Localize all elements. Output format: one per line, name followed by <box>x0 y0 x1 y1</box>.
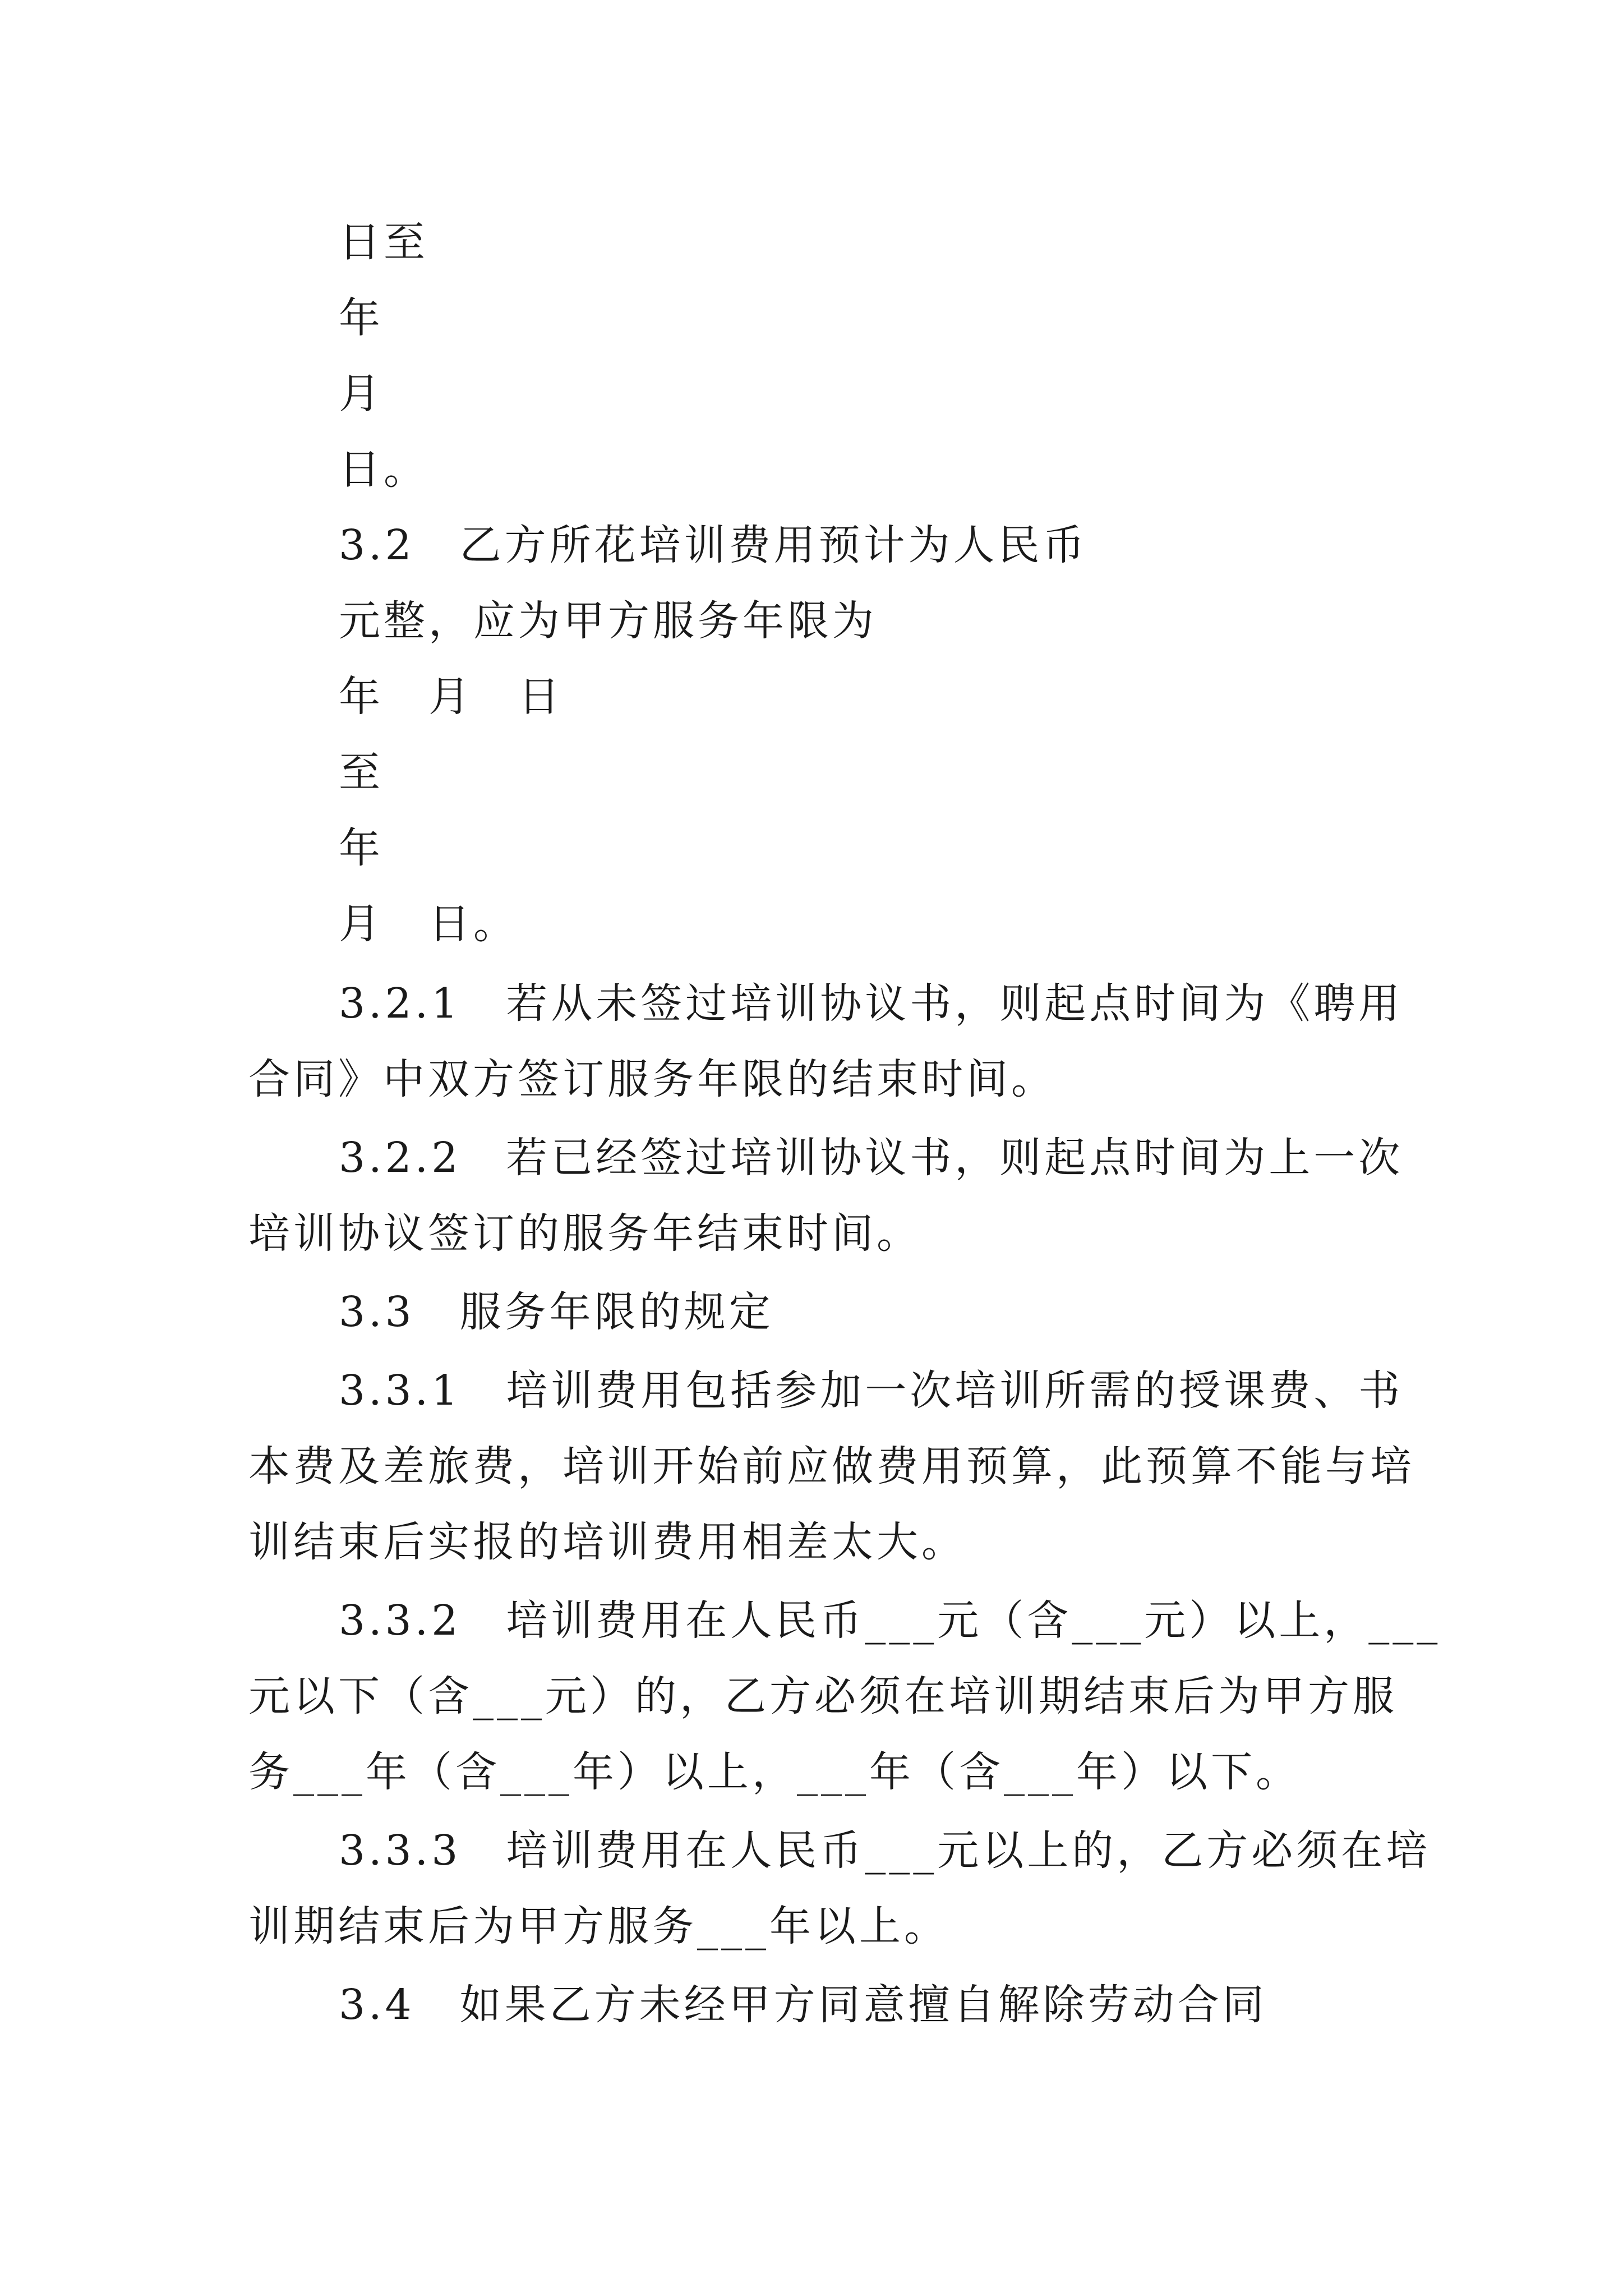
text-line: 至 <box>339 748 384 797</box>
text-line: 训期结束后为甲方服务___年以上。 <box>248 1902 949 1950</box>
text-line: 合同》中双方签订服务年限的结束时间。 <box>248 1055 1056 1103</box>
text-line: 年 <box>339 824 384 872</box>
text-line: 日至 <box>339 218 428 266</box>
text-line: 月 日。 <box>339 900 518 948</box>
clause-3-3-3: 3.3.3 培训费用在人民币___元以上的，乙方必须在培 <box>339 1826 1431 1875</box>
text-line: 年 <box>339 294 384 342</box>
clause-3-2-1: 3.2.1 若从未签过培训协议书，则起点时间为《聘用 <box>339 979 1404 1028</box>
clause-3-3: 3.3 服务年限的规定 <box>339 1288 774 1336</box>
text-line: 元整，应为甲方服务年限为 <box>339 597 877 645</box>
clause-3-3-1: 3.3.1 培训费用包括参加一次培训所需的授课费、书 <box>339 1366 1404 1415</box>
clause-3-3-2: 3.3.2 培训费用在人民币___元（含___元）以上，___ <box>339 1596 1441 1645</box>
text-line: 年 月 日 <box>339 673 563 721</box>
clause-3-2: 3.2 乙方所花培训费用预计为人民币 <box>339 521 1088 569</box>
text-line: 培训协议签订的服务年结束时间。 <box>248 1209 921 1258</box>
text-line: 本费及差旅费，培训开始前应做费用预算，此预算不能与培 <box>248 1442 1415 1490</box>
clause-3-4: 3.4 如果乙方未经甲方同意擅自解除劳动合同 <box>339 1981 1267 2029</box>
text-line: 元以下（含___元）的，乙方必须在培训期结束后为甲方服 <box>248 1672 1398 1720</box>
text-line: 月 <box>339 370 384 418</box>
text-line: 务___年（含___年）以上，___年（含___年）以下。 <box>248 1748 1301 1796</box>
clause-3-2-2: 3.2.2 若已经签过培训协议书，则起点时间为上一次 <box>339 1134 1404 1182</box>
text-line: 训结束后实报的培训费用相差太大。 <box>248 1518 966 1566</box>
text-line: 日。 <box>339 445 428 494</box>
